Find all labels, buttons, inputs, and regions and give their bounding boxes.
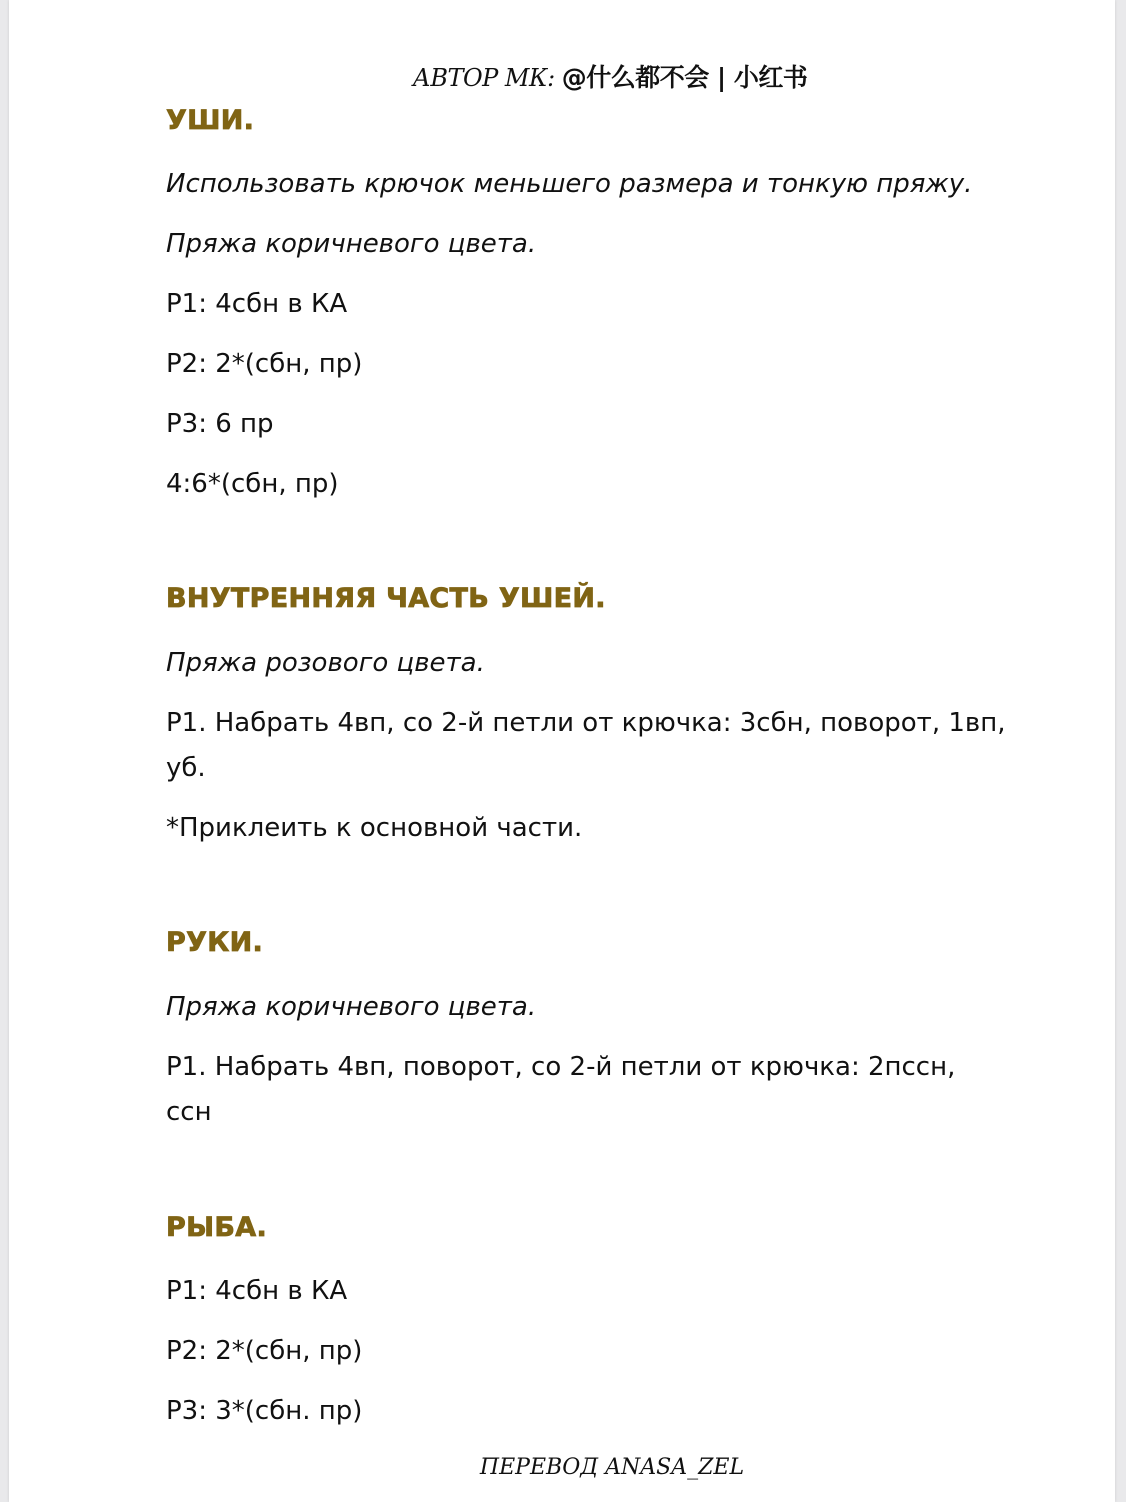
ears-row-3: Р3: 6 пр [166, 409, 274, 439]
ears-row-4: 4:6*(сбн, пр) [166, 469, 339, 499]
ears-row-1: Р1: 4сбн в КА [166, 289, 348, 319]
fish-row-3: Р3: 3*(сбн. пр) [166, 1396, 363, 1426]
author-handle: @什么都不会 | 小红书 [561, 63, 808, 92]
inner-ears-row-1-line-2: уб. [166, 753, 206, 783]
section-title-ears: УШИ. [166, 105, 255, 136]
author-header [9, 58, 1126, 94]
arms-row-1-line-2: ссн [166, 1097, 212, 1127]
section-title-fish: РЫБА. [166, 1212, 267, 1243]
arms-row-1-line-1: Р1. Набрать 4вп, поворот, со 2-й петли от крючка: 2пссн, [166, 1052, 956, 1082]
ears-note-hook: Использовать крючок меньшего размера и тонкую пряжу. [166, 169, 973, 199]
inner-ears-row-1-line-1: Р1. Набрать 4вп, со 2-й петли от крючка: 3сбн, поворот, 1вп, [166, 708, 1006, 738]
ears-note-yarn: Пряжа коричневого цвета. [166, 229, 537, 259]
document-page [9, 0, 1115, 1502]
arms-note-yarn: Пряжа коричневого цвета. [166, 992, 537, 1022]
section-title-inner-ears: ВНУТРЕННЯЯ ЧАСТЬ УШЕЙ. [166, 583, 606, 614]
inner-ears-glue-note: *Приклеить к основной части. [166, 813, 583, 843]
section-title-arms: РУКИ. [166, 927, 264, 958]
fish-row-1: Р1: 4сбн в КА [166, 1276, 348, 1306]
inner-ears-note-yarn: Пряжа розового цвета. [166, 648, 485, 678]
ears-row-2: Р2: 2*(сбн, пр) [166, 349, 363, 379]
fish-row-2: Р2: 2*(сбн, пр) [166, 1336, 363, 1366]
translator-footer: ПЕРЕВОД ANASA_ZEL [479, 1455, 745, 1480]
author-prefix: АВТОР МК: [412, 64, 562, 92]
